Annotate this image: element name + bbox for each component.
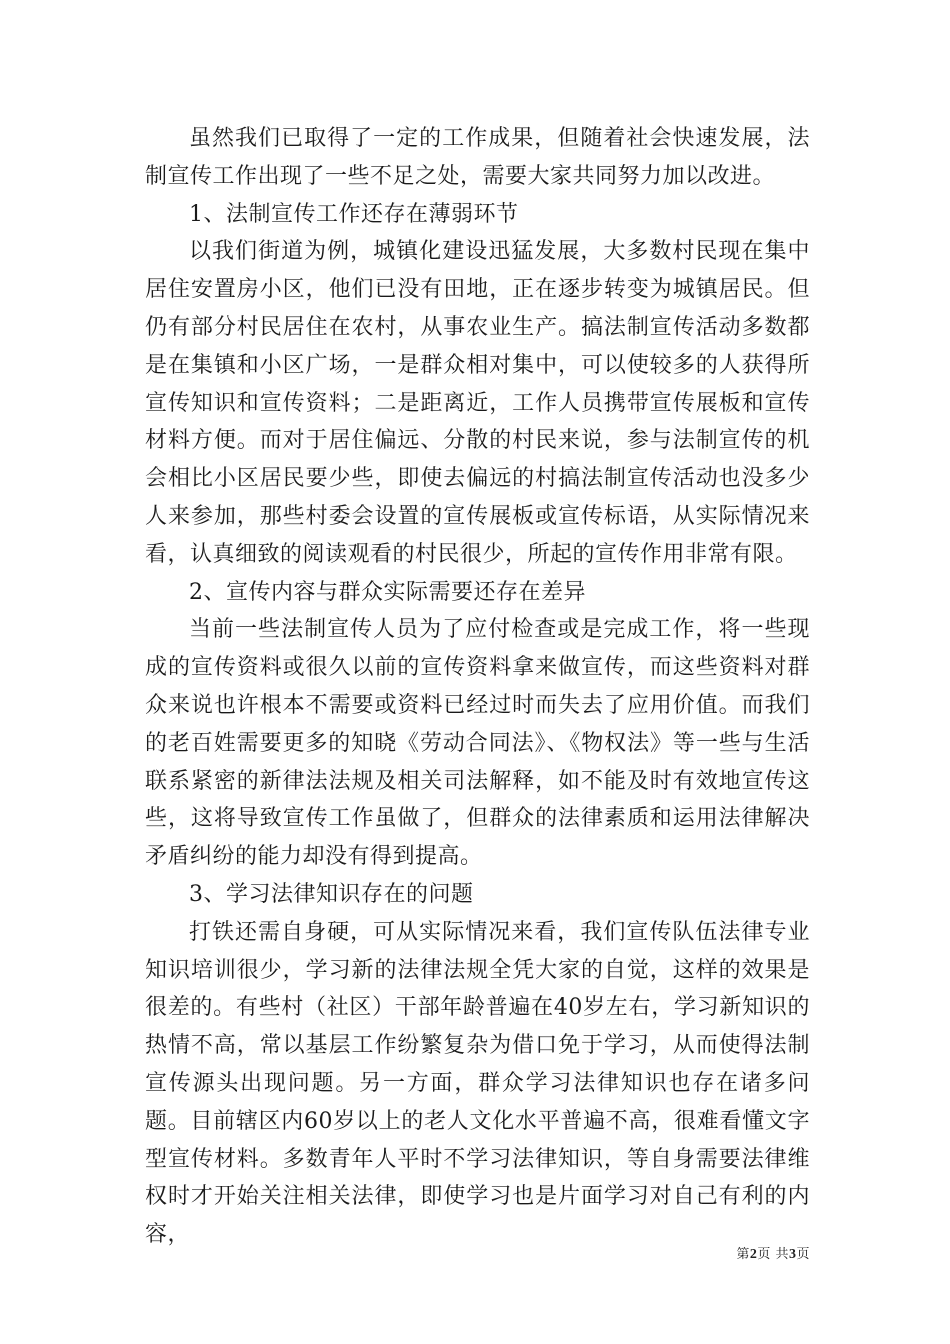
footer-prefix: 第 — [736, 1247, 750, 1262]
section-heading-3: 3、学习法律知识存在的问题 — [189, 881, 474, 907]
paragraph-intro: 虽然我们已取得了一定的工作成果，但随着社会快速发展，法制宣传工作出现了一些不足之处，需要大家共同努力加以改进。 — [145, 126, 810, 189]
footer-suffix: 页 — [796, 1247, 810, 1262]
section-heading-1: 1、法制宣传工作还存在薄弱环节 — [189, 201, 519, 227]
document-body — [145, 120, 810, 1254]
paragraph-section-2: 当前一些法制宣传人员为了应付检查或是完成工作，将一些现成的宣传资料或很久以前的宣传资料拿来做宣传，而这些资料对群众来说也许根本不需要或资料已经过时而失去了应用价值。而我们的老百姓需要更多的知晓《劳动合同法》、《物权法》等一些与生活联系紧密的新律法法规及相关司法解释，如不能及时有效地宣传这些，这将导致宣传工作虽做了，但群众的法律素质和运用法律解决矛盾纠纷的能力却没有得到提高。 — [145, 617, 810, 870]
paragraph-section-1: 以我们街道为例，城镇化建设迅猛发展，大多数村民现在集中居住安置房小区，他们已没有田地，正在逐步转变为城镇居民。但仍有部分村民居住在农村，从事农业生产。搞法制宣传活动多数都是在集镇和小区广场，一是群众相对集中，可以使较多的人获得所宣传知识和宣传资料；二是距离近，工作人员携带宣传展板和宣传材料方便。而对于居住偏远、分散的村民来说，参与法制宣传的机会相比小区居民要少些，即使去偏远的村搞法制宣传活动也没多少人来参加，那些村委会设置的宣传展板或宣传标语，从实际情况来看，认真细致的阅读观看的村民很少，所起的宣传作用非常有限。 — [145, 239, 810, 567]
page-number-footer — [736, 1243, 810, 1263]
footer-current-page: 2 — [749, 1247, 758, 1262]
paragraph-section-3: 打铁还需自身硬，可从实际情况来看，我们宣传队伍法律专业知识培训很少，学习新的法律法规全凭大家的自觉，这样的效果是很差的。有些村（社区）干部年龄普遍在40岁左右，学习新知识的热情不高，常以基层工作纷繁复杂为借口免于学习，从而使得法制宣传源头出现问题。另一方面，群众学习法律知识也存在诸多问题。目前辖区内60岁以上的老人文化水平普遍不高，很难看懂文字型宣传材料。多数青年人平时不学习法律知识，等自身需要法律维权时才开始关注相关法律，即使学习也是片面学习对自己有利的内容， — [145, 919, 810, 1248]
section-heading-2: 2、宣传内容与群众实际需要还存在差异 — [189, 579, 586, 605]
footer-middle: 页 共 — [757, 1247, 789, 1262]
footer-total-pages: 3 — [788, 1247, 797, 1262]
